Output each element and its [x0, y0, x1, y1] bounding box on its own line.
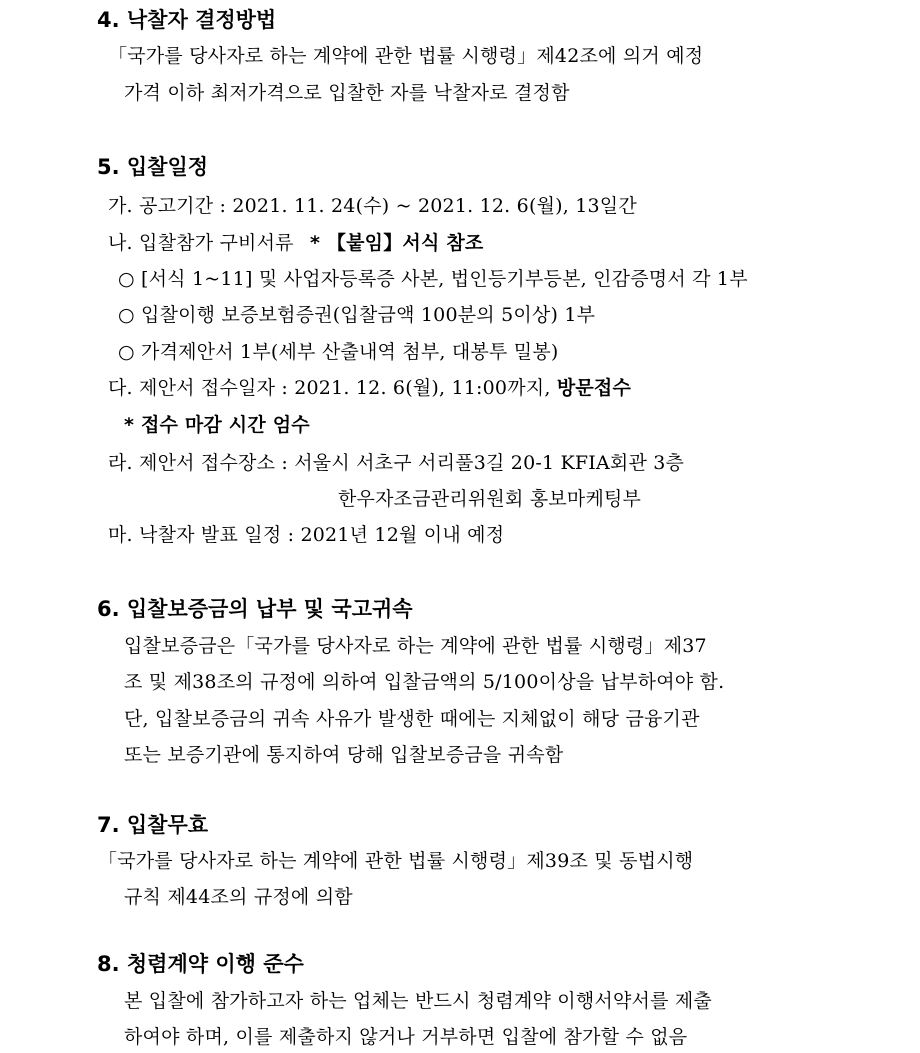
- section-6-heading: 6. 입찰보증금의 납부 및 국고귀속: [97, 597, 413, 621]
- schedule-item-ra-continued: 한우자조금관리위원회 홍보마케팅부: [338, 488, 642, 510]
- section-8-line-1: 본 입찰에 참가하고자 하는 업체는 반드시 청렴계약 이행서약서를 제출: [124, 990, 712, 1012]
- schedule-item-ra: 라. 제안서 접수장소 : 서울시 서초구 서리풀3길 20-1 KFIA회관 3층: [108, 452, 685, 474]
- section-6-line-1: 입찰보증금은「국가를 당사자로 하는 계약에 관한 법률 시행령」제37: [124, 635, 707, 657]
- document-bullet-3: ○ 가격제안서 1부(세부 산출내역 첨부, 대봉투 밀봉): [118, 341, 559, 363]
- section-4-line-2: 가격 이하 최저가격으로 입찰한 자를 낙찰자로 결정함: [124, 82, 570, 104]
- schedule-item-na-note: * 【붙임】서식 참조: [309, 232, 484, 254]
- schedule-item-na-label: 나. 입찰참가 구비서류: [108, 232, 300, 254]
- section-7-line-2: 규칙 제44조의 규정에 의함: [124, 886, 353, 908]
- section-8-line-2: 하여야 하며, 이를 제출하지 않거나 거부하면 입찰에 참가할 수 없음: [124, 1026, 688, 1048]
- schedule-item-da-emphasis: 방문접수: [556, 377, 632, 399]
- section-7-heading: 7. 입찰무효: [97, 813, 209, 837]
- schedule-item-na: [108, 230, 483, 256]
- section-4-heading: 4. 낙찰자 결정방법: [97, 8, 277, 32]
- schedule-item-da-label: 다. 제안서 접수일자 : 2021. 12. 6(월), 11:00까지,: [108, 377, 557, 399]
- document-bullet-2: ○ 입찰이행 보증보험증권(입찰금액 100분의 5이상) 1부: [118, 304, 596, 326]
- section-7-line-1: 「국가를 당사자로 하는 계약에 관한 법률 시행령」제39조 및 동법시행: [98, 850, 694, 872]
- document-bullet-1: ○ [서식 1~11] 및 사업자등록증 사본, 법인등기부등본, 인감증명서 각 1부: [118, 268, 748, 290]
- schedule-item-da: [108, 375, 631, 401]
- section-5-heading: 5. 입찰일정: [97, 155, 209, 179]
- schedule-item-ma: 마. 낙찰자 발표 일정 : 2021년 12월 이내 예정: [108, 524, 505, 546]
- section-4-line-1: 「국가를 당사자로 하는 계약에 관한 법률 시행령」제42조에 의거 예정: [108, 45, 704, 67]
- section-8-heading: 8. 청렴계약 이행 준수: [97, 952, 304, 976]
- deadline-note: * 접수 마감 시간 엄수: [124, 414, 310, 436]
- section-6-line-2: 조 및 제38조의 규정에 의하여 입찰금액의 5/100이상을 납부하여야 함.: [124, 671, 725, 693]
- section-6-line-3: 단, 입찰보증금의 귀속 사유가 발생한 때에는 지체없이 해당 금융기관: [124, 708, 700, 730]
- section-6-line-4: 또는 보증기관에 통지하여 당해 입찰보증금을 귀속함: [124, 744, 564, 766]
- schedule-item-ga: 가. 공고기간 : 2021. 11. 24(수) ~ 2021. 12. 6(월), 13일간: [108, 195, 637, 217]
